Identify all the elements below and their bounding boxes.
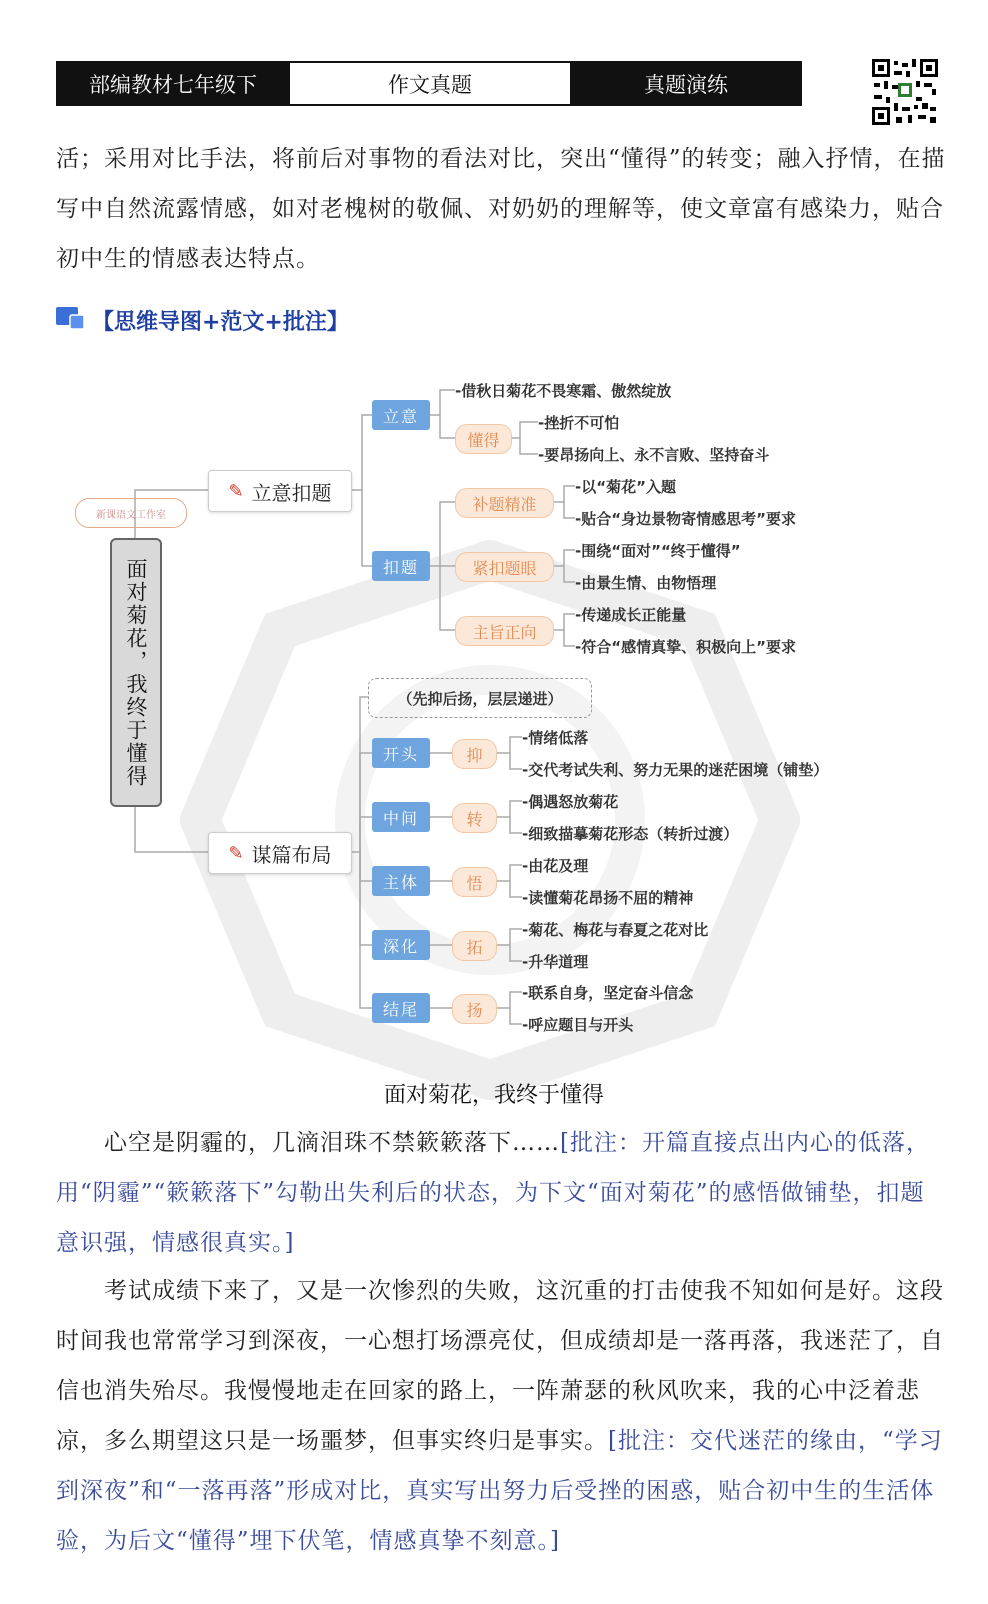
branch-structure-label: 谋篇布局 xyxy=(251,842,332,867)
essay-p2-text: 考试成绩下来了，又是一次惨烈的失败，这沉重的打击使我不知如何是好。这段时间我也常常学习到深夜，一心想打场漂亮仗，但成绩却是一落再落，我迷茫了，自信也消失殆尽。我慢慢地走在回家的路上，一阵萧瑟的秋风吹来，我的心中泛着悲凉，多么期望这只是一场噩梦，但事实终归是事实。 xyxy=(56,1278,944,1454)
node-liyi-item: -借秋日菊花不畏寒霜、傲然绽放 xyxy=(455,382,672,400)
intro-text: 活；采用对比手法，将前后对事物的看法对比，突出“懂得”的转变；融入抒情，在描写中自然流露情感，如对老槐树的敬佩、对奶奶的理解等，使文章富有感染力，贴合初中生的情感表达特点。 xyxy=(56,146,946,272)
mind-map-root: 面对菊花，我终于懂得 xyxy=(110,538,162,807)
part-opening-item-1: -情绪低落 xyxy=(522,729,589,747)
node-koutí: 扣题 xyxy=(372,551,430,581)
node-dongde-item-2: -要昂扬向上、永不言败、坚持奋斗 xyxy=(538,446,770,464)
part-ending-item-2: -呼应题目与开头 xyxy=(522,1016,634,1034)
studio-badge: 新课语文工作室 xyxy=(75,498,187,528)
essay-paragraph-1 xyxy=(56,1118,946,1268)
part-body-item-2: -读懂菊花昂扬不屈的精神 xyxy=(522,889,694,907)
part-opening-item-2: -交代考试失利、努力无果的迷茫困境（铺垫） xyxy=(522,761,829,779)
node-group-3: 主旨正向 xyxy=(455,616,554,646)
part-middle-item-1: -偶遇怒放菊花 xyxy=(522,793,619,811)
part-body-key: 悟 xyxy=(452,867,497,897)
section-title xyxy=(56,300,349,340)
part-middle-item-2: -细致描摹菊花形态（转折过渡） xyxy=(522,825,739,843)
part-deepen-item-2: -升华道理 xyxy=(522,953,589,971)
structure-note: （先抑后扬，层层递进） xyxy=(368,678,592,718)
part-middle: 中间 xyxy=(372,802,430,832)
mind-map xyxy=(0,360,988,1060)
pencil-icon: ✎ xyxy=(228,842,244,864)
node-group-3-item-1: -传递成长正能量 xyxy=(575,606,687,624)
branch-structure xyxy=(208,832,352,874)
branch-theme xyxy=(208,470,352,512)
essay-p1-text: 心空是阴霾的，几滴泪珠不禁簌簌落下…… xyxy=(104,1130,560,1156)
part-ending-key: 扬 xyxy=(452,994,497,1024)
header-cell-topic: 作文真题 xyxy=(290,61,570,106)
part-ending-item-1: -联系自身，坚定奋斗信念 xyxy=(522,984,694,1002)
node-group-2: 紧扣题眼 xyxy=(455,552,554,582)
node-dongde: 懂得 xyxy=(455,424,512,454)
branch-theme-label: 立意扣题 xyxy=(251,480,332,505)
part-body-item-1: -由花及理 xyxy=(522,857,589,875)
essay-p1-annotation: [批注：开篇直接点出内心的低落，用“阴霾”“簌簌落下”勾勒出失利后的状态，为下文“面对菊花”的感悟做铺垫，扣题意识强，情感很真实。] xyxy=(56,1130,930,1256)
node-group-2-item-1: -围绕“面对”“终于懂得” xyxy=(575,542,741,560)
part-middle-key: 转 xyxy=(452,803,497,833)
node-liyi: 立意 xyxy=(372,400,430,430)
pencil-icon: ✎ xyxy=(228,480,244,502)
chat-bubble-icon xyxy=(56,307,86,333)
header-cell-textbook: 部编教材七年级下 xyxy=(56,61,290,106)
essay-p2-annotation: [批注：交代迷茫的缘由，“学习到深夜”和“一落再落”形成对比，真实写出努力后受挫的困惑，贴合初中生的生活体验，为后文“懂得”埋下伏笔，情感真挚不刻意。] xyxy=(56,1428,943,1554)
node-group-2-item-2: -由景生情、由物悟理 xyxy=(575,574,717,592)
part-ending: 结尾 xyxy=(372,993,430,1023)
node-group-1: 补题精准 xyxy=(455,488,554,518)
part-deepen: 深化 xyxy=(372,930,430,960)
node-group-1-item-2: -贴合“身边景物寄情感思考”要求 xyxy=(575,510,796,528)
essay-title: 面对菊花，我终于懂得 xyxy=(383,1083,604,1108)
node-group-3-item-2: -符合“感情真挚、积极向上”要求 xyxy=(575,638,796,656)
qr-code-icon[interactable] xyxy=(870,57,940,127)
node-group-1-item-1: -以“菊花”入题 xyxy=(575,478,676,496)
node-dongde-item-1: -挫折不可怕 xyxy=(538,414,620,432)
header-cell-practice: 真题演练 xyxy=(570,61,802,106)
part-opening-key: 抑 xyxy=(452,739,497,769)
intro-paragraph xyxy=(56,134,946,284)
essay-paragraph-2 xyxy=(56,1266,946,1566)
section-title-text: 【思维导图+范文+批注】 xyxy=(92,309,349,335)
part-deepen-key: 拓 xyxy=(452,931,497,961)
part-opening: 开头 xyxy=(372,738,430,768)
part-body: 主体 xyxy=(372,866,430,896)
part-deepen-item-1: -菊花、梅花与春夏之花对比 xyxy=(522,921,709,939)
